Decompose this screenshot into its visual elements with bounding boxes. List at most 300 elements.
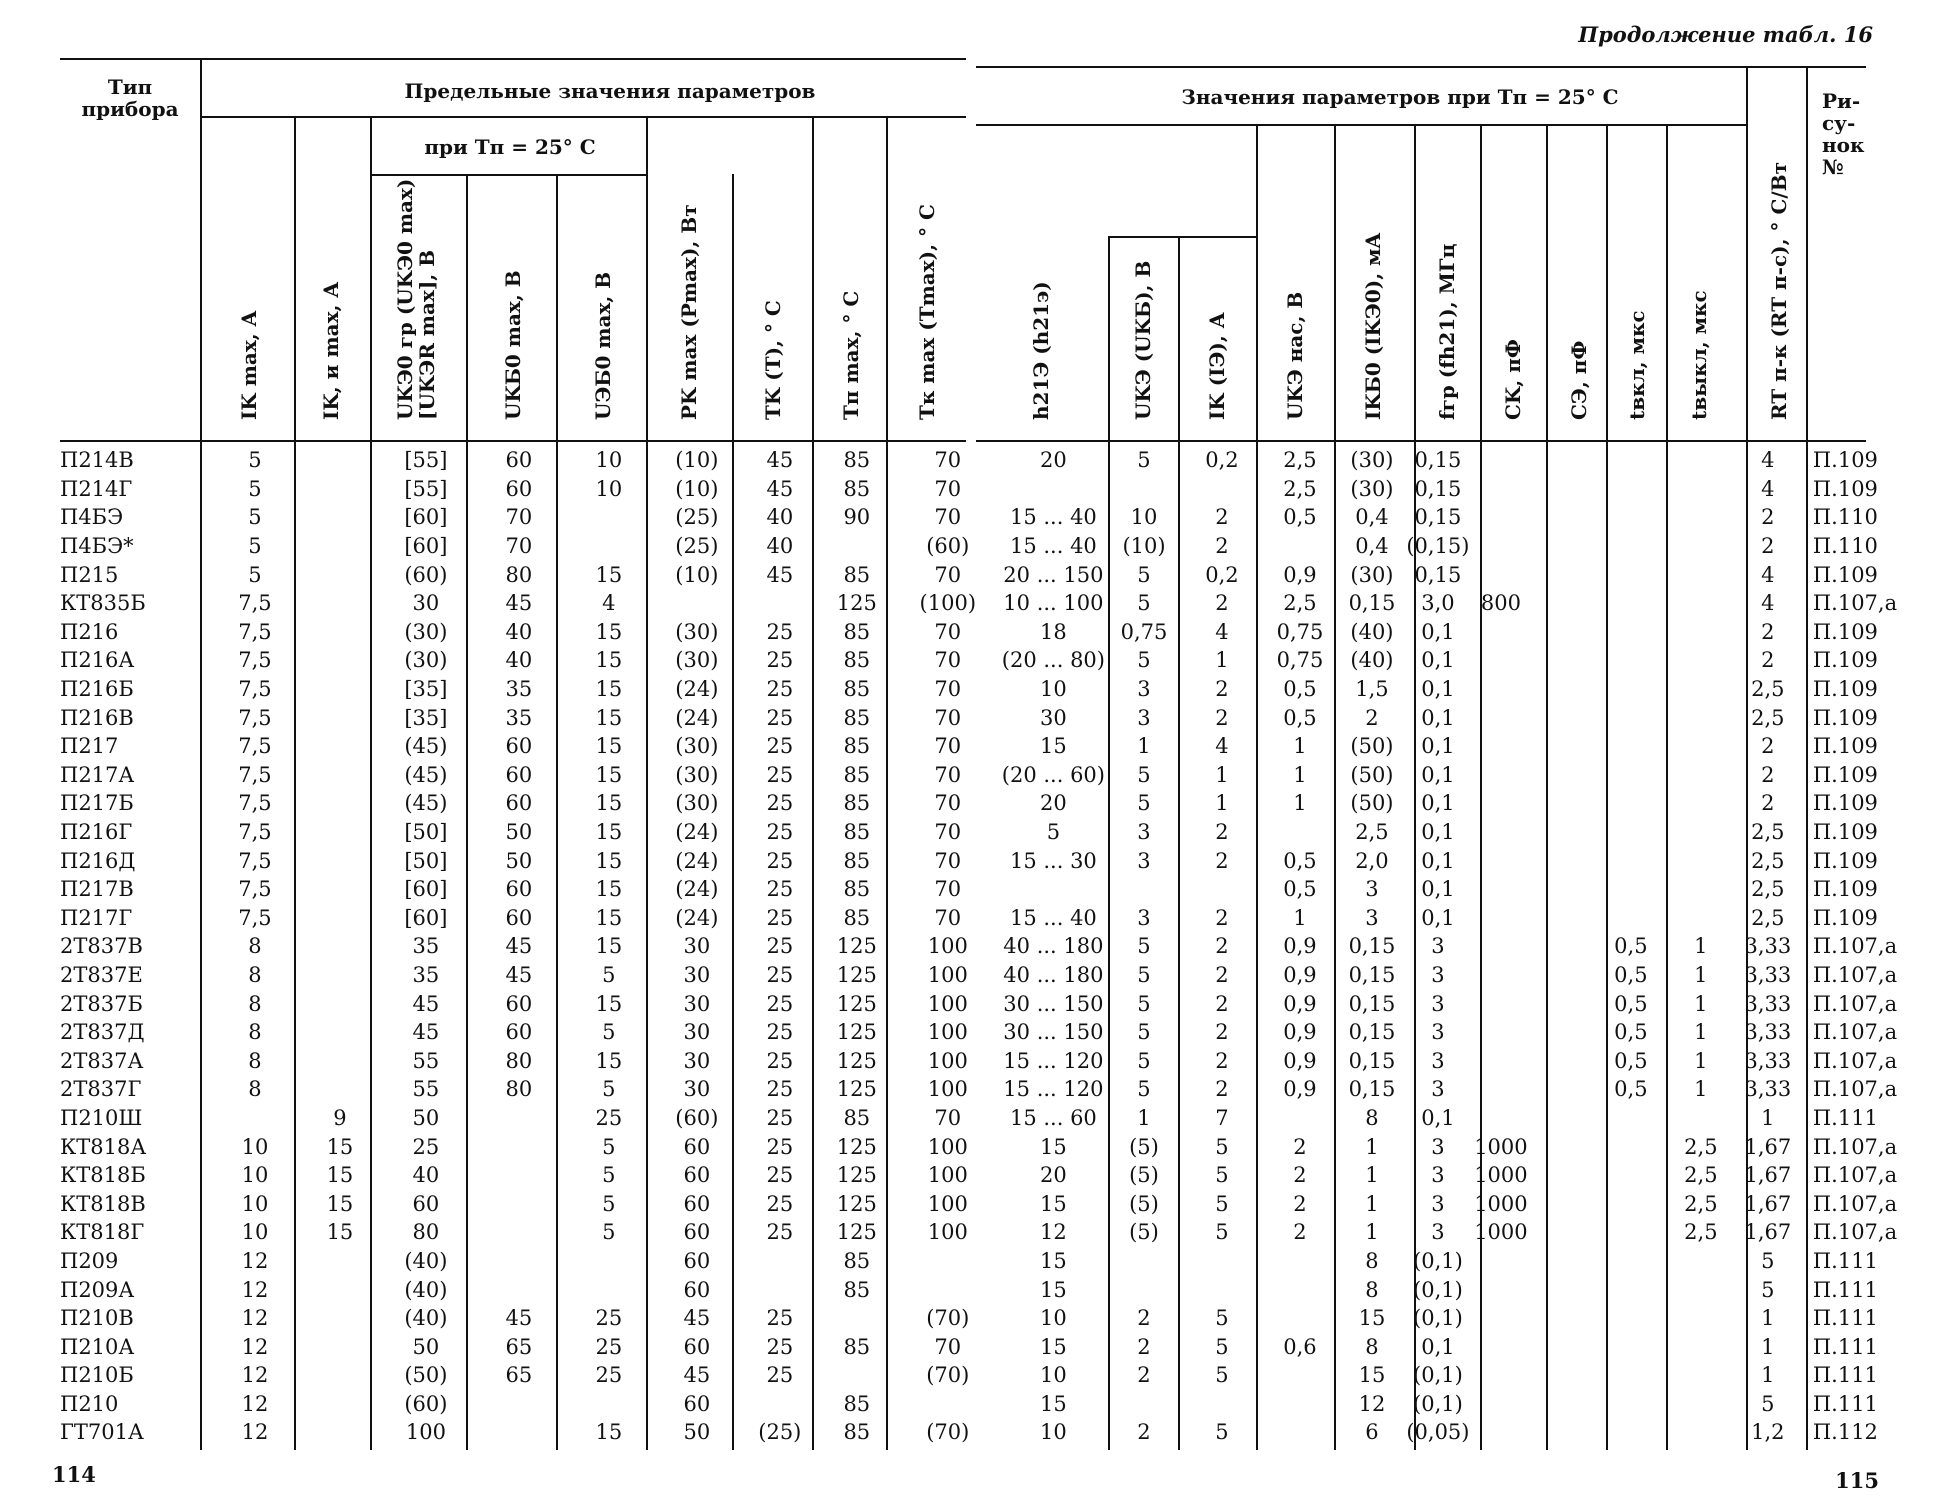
cell-figure: П.111 [1812, 1334, 1878, 1359]
table-cell [302, 675, 378, 704]
table-cell [302, 932, 378, 961]
table-cell: 3 [1137, 820, 1151, 845]
table-cell [1531, 703, 1591, 732]
table-cell [820, 532, 894, 561]
table-cell: 25 [766, 1134, 794, 1159]
table-cell: 0,1 [1421, 1105, 1455, 1130]
table-cell: 2 [1215, 820, 1229, 845]
table-cell: 35 [412, 962, 440, 987]
table-cell: 15 [1040, 734, 1067, 759]
table-cell: 100 [927, 1077, 968, 1102]
table-cell [1261, 1247, 1339, 1276]
table-cell: (30) [404, 619, 448, 644]
table-cell: 5 [1215, 1334, 1229, 1359]
table-cell [474, 1132, 564, 1161]
table-cell: (24) [675, 705, 719, 730]
table-cell: 0,5 [1283, 877, 1317, 902]
table-cell [1591, 618, 1671, 647]
table-cell: 15 [595, 905, 623, 930]
table-cell: 0,1 [1421, 848, 1455, 873]
table-cell [1671, 904, 1731, 933]
table-cell: 3 [1137, 905, 1151, 930]
table-cell: 25 [766, 1191, 794, 1216]
table-cell: 4 [1761, 476, 1775, 501]
table-cell: 70 [934, 1334, 962, 1359]
table-cell: 125 [836, 1134, 877, 1159]
table-cell [1531, 875, 1591, 904]
table-cell: 0,6 [1283, 1334, 1317, 1359]
table-cell: 2 [1137, 1420, 1151, 1445]
table-cell: 0,1 [1421, 791, 1455, 816]
table-cell: 60 [505, 734, 533, 759]
table-cell: (10) [1122, 534, 1166, 559]
table-cell: 85 [843, 848, 871, 873]
cell-figure: П.111 [1812, 1306, 1878, 1331]
table-cell: 2,5 [1684, 1134, 1718, 1159]
table-cell [1531, 560, 1591, 589]
cell-device-type: КТ818В [60, 1191, 146, 1216]
table-cell: 60 [683, 1134, 711, 1159]
table-cell: 3 [1137, 848, 1151, 873]
table-cell [1531, 789, 1591, 818]
table-cell: 2,5 [1684, 1191, 1718, 1216]
table-cell: 1,67 [1744, 1220, 1792, 1245]
cell-figure: П.107,а [1812, 1191, 1898, 1216]
col-pk-header: PK max (Pmax), Вт [677, 204, 701, 420]
table-cell: 1 [1694, 1077, 1708, 1102]
table-cell [1531, 1018, 1591, 1047]
table-cell: 40 [505, 648, 533, 673]
table-cell [1471, 646, 1531, 675]
table-cell [1591, 846, 1671, 875]
table-cell: 15 ... 40 [1009, 505, 1097, 530]
table-cell: 125 [836, 1020, 877, 1045]
cell-device-type: П210А [60, 1334, 135, 1359]
table-cell [302, 560, 378, 589]
table-cell [302, 475, 378, 504]
table-cell [1531, 1418, 1591, 1447]
table-cell: (50) [1350, 791, 1394, 816]
table-cell: 0,1 [1421, 648, 1455, 673]
table-cell: 1,67 [1744, 1163, 1792, 1188]
table-cell: 2 [1761, 734, 1775, 759]
table-cell [474, 1390, 564, 1419]
table-cell: 25 [766, 820, 794, 845]
col-tkm-header: Tк max (Tmax), ° C [915, 204, 939, 420]
table-row [48, 646, 1933, 675]
table-cell: 0,75 [1276, 619, 1324, 644]
cell-device-type: П214Г [60, 476, 133, 501]
cell-figure: П.109 [1812, 877, 1878, 902]
table-cell: 12 [241, 1277, 269, 1302]
table-cell: (30) [675, 648, 719, 673]
table-row [48, 789, 1933, 818]
table-cell: 70 [934, 705, 962, 730]
table-cell: 3 [1137, 677, 1151, 702]
table-cell: 25 [595, 1306, 623, 1331]
table-cell: 800 [1480, 591, 1521, 616]
table-cell: (25) [675, 534, 719, 559]
table-cell: 85 [843, 448, 871, 473]
table-cell: 3,33 [1744, 1077, 1792, 1102]
table-cell [302, 789, 378, 818]
table-cell [1591, 560, 1671, 589]
table-cell: 25 [412, 1134, 440, 1159]
table-row [48, 675, 1933, 704]
cell-device-type: П4БЭ [60, 505, 124, 530]
col-ton-header: tвкл, мкс [1625, 310, 1649, 420]
table-cell: 2 [1215, 934, 1229, 959]
table-cell: 8 [1365, 1277, 1379, 1302]
table-row [48, 1418, 1933, 1447]
table-cell [1002, 875, 1105, 904]
table-cell: 7,5 [238, 820, 272, 845]
table-cell [1591, 503, 1671, 532]
table-cell [302, 1046, 378, 1075]
table-cell [302, 961, 378, 990]
table-cell: 5 [1215, 1420, 1229, 1445]
table-cell: 80 [412, 1220, 440, 1245]
table-cell [1471, 1075, 1531, 1104]
table-cell: 35 [505, 677, 533, 702]
table-cell [1531, 646, 1591, 675]
table-cell: 85 [843, 762, 871, 787]
table-cell: (0,1) [1413, 1306, 1463, 1331]
table-cell: 5 [1137, 962, 1151, 987]
table-cell: 2 [1215, 848, 1229, 873]
table-cell: 20 ... 150 [1003, 562, 1104, 587]
table-cell: 1 [1694, 1020, 1708, 1045]
table-cell: 7,5 [238, 677, 272, 702]
table-cell: 7,5 [238, 791, 272, 816]
col-ck-header: CK, пФ [1501, 339, 1525, 420]
col-type-header: Тип прибора [81, 75, 179, 121]
table-cell: 85 [843, 476, 871, 501]
table-cell: 5 [1215, 1306, 1229, 1331]
table-cell: 60 [683, 1220, 711, 1245]
table-cell [302, 618, 378, 647]
table-cell: 2 [1215, 677, 1229, 702]
table-cell: 25 [766, 619, 794, 644]
table-cell: 5 [602, 962, 616, 987]
table-cell [302, 1418, 378, 1447]
table-cell: 30 [1040, 705, 1067, 730]
table-cell: 70 [934, 877, 962, 902]
table-cell: (10) [675, 562, 719, 587]
table-cell: 3 [1431, 1220, 1445, 1245]
table-cell: 0,5 [1614, 962, 1648, 987]
table-cell: 100 [927, 991, 968, 1016]
table-cell [1531, 1075, 1591, 1104]
table-cell [1471, 675, 1531, 704]
cell-device-type: П215 [60, 562, 119, 587]
cell-device-type: П216 [60, 619, 119, 644]
table-cell: [35] [404, 705, 448, 730]
table-cell [302, 875, 378, 904]
table-cell: 3 [1431, 1077, 1445, 1102]
cell-figure: П.111 [1812, 1105, 1878, 1130]
table-cell: 50 [505, 848, 533, 873]
table-cell: 0,1 [1421, 705, 1455, 730]
table-cell [740, 1275, 820, 1304]
uce-ic-underline [1108, 236, 1256, 238]
table-cell: 25 [766, 1363, 794, 1388]
table-cell: 0,15 [1348, 1020, 1396, 1045]
table-cell: 1 [1761, 1334, 1775, 1359]
col-ikb-header: IKБ0 (IKЭ0), мA [1361, 232, 1385, 420]
cell-device-type: 2Т837Д [60, 1020, 145, 1045]
table-cell: 4 [1215, 734, 1229, 759]
table-cell [1471, 1247, 1531, 1276]
table-cell: 10 [1040, 677, 1067, 702]
table-cell: 1000 [1474, 1134, 1528, 1159]
table-cell [820, 1304, 894, 1333]
table-cell: 100 [927, 1134, 968, 1159]
col-ic-header: IK (IЭ), A [1205, 312, 1229, 420]
table-cell: 1 [1215, 791, 1229, 816]
table-cell: 0,15 [1414, 505, 1462, 530]
table-cell: 0,5 [1283, 505, 1317, 530]
cell-device-type: П216Г [60, 820, 133, 845]
table-cell: 0,9 [1283, 1048, 1317, 1073]
table-cell [1471, 789, 1531, 818]
table-cell: 25 [766, 677, 794, 702]
cell-device-type: П217В [60, 877, 134, 902]
table-cell: 2 [1215, 505, 1229, 530]
table-cell: [50] [404, 820, 448, 845]
table-cell: 30 [412, 591, 440, 616]
table-cell [1531, 989, 1591, 1018]
values-group-header: Значения параметров при Tп = 25° C [1181, 85, 1619, 109]
table-cell: 60 [505, 905, 533, 930]
table-cell: (30) [675, 734, 719, 759]
table-row [48, 532, 1933, 561]
table-cell: 2,5 [1751, 877, 1785, 902]
cell-device-type: 2Т837В [60, 934, 143, 959]
table-cell: (5) [1129, 1134, 1159, 1159]
table-cell: 0,9 [1283, 562, 1317, 587]
table-cell [302, 1075, 378, 1104]
table-cell [1183, 475, 1261, 504]
table-cell: 60 [505, 448, 533, 473]
transistor-data-table [48, 446, 1933, 1447]
table-cell: 5 [248, 505, 262, 530]
table-row [48, 989, 1933, 1018]
table-cell: 2,5 [1684, 1220, 1718, 1245]
table-cell [1261, 1275, 1339, 1304]
table-cell [302, 904, 378, 933]
table-cell: 2 [1215, 705, 1229, 730]
table-cell [302, 761, 378, 790]
table-cell [1671, 532, 1731, 561]
table-cell: 25 [766, 734, 794, 759]
table-row [48, 1018, 1933, 1047]
table-cell: 25 [766, 1306, 794, 1331]
table-cell [1671, 503, 1731, 532]
table-cell: 15 [595, 877, 623, 902]
table-cell: 85 [843, 619, 871, 644]
table-cell: 5 [1137, 991, 1151, 1016]
table-cell: 1000 [1474, 1163, 1528, 1188]
table-cell: (5) [1129, 1163, 1159, 1188]
table-row [48, 1332, 1933, 1361]
table-cell: 100 [927, 934, 968, 959]
table-cell: 0,5 [1283, 848, 1317, 873]
table-cell: 1 [1293, 905, 1307, 930]
table-cell [894, 1390, 1002, 1419]
table-cell [1471, 560, 1531, 589]
table-cell: 25 [766, 877, 794, 902]
table-cell: 2 [1761, 505, 1775, 530]
table-cell: (40) [404, 1277, 448, 1302]
table-cell: 1 [1365, 1191, 1379, 1216]
table-cell [654, 589, 740, 618]
table-cell: 0,15 [1348, 962, 1396, 987]
table-cell: 1 [1694, 934, 1708, 959]
table-cell: 70 [934, 791, 962, 816]
table-cell [1671, 875, 1731, 904]
table-cell: 4 [1761, 591, 1775, 616]
table-cell [1531, 846, 1591, 875]
table-cell: 15 [1040, 1248, 1067, 1273]
table-cell: 125 [836, 591, 877, 616]
cell-device-type: П217Б [60, 791, 134, 816]
table-cell: (0,1) [1413, 1391, 1463, 1416]
table-row [48, 1247, 1933, 1276]
table-cell [1471, 1046, 1531, 1075]
table-cell [1105, 1247, 1183, 1276]
table-cell: 4 [1761, 562, 1775, 587]
table-cell [1531, 1132, 1591, 1161]
table-cell: 15 [595, 848, 623, 873]
table-cell: (30) [404, 648, 448, 673]
table-cell: 5 [1137, 1020, 1151, 1045]
col-ueb-header: UЭБ0 max, B [591, 271, 615, 420]
table-cell [1531, 1390, 1591, 1419]
table-cell: 2 [1761, 648, 1775, 673]
table-cell: 85 [843, 877, 871, 902]
table-cell: 5 [248, 476, 262, 501]
table-cell: (100) [919, 591, 977, 616]
table-cell: 2 [1215, 962, 1229, 987]
table-cell [1261, 1390, 1339, 1419]
table-cell [1531, 675, 1591, 704]
values-underline [976, 124, 1746, 126]
table-cell: 10 [241, 1191, 269, 1216]
table-cell: 25 [766, 791, 794, 816]
table-cell [474, 1161, 564, 1190]
table-cell [1671, 1304, 1731, 1333]
table-cell [1591, 1332, 1671, 1361]
table-cell [1591, 875, 1671, 904]
table-cell: 10 [241, 1163, 269, 1188]
table-cell: 45 [766, 562, 794, 587]
table-cell: (45) [404, 762, 448, 787]
cell-figure: П.107,а [1812, 934, 1898, 959]
cell-figure: П.109 [1812, 562, 1878, 587]
table-cell: 45 [505, 591, 533, 616]
table-row [48, 618, 1933, 647]
table-cell: 70 [505, 534, 533, 559]
table-cell: 1 [1293, 791, 1307, 816]
table-cell [302, 1361, 378, 1390]
table-cell: 0,15 [1414, 476, 1462, 501]
table-cell: 85 [843, 820, 871, 845]
cell-figure: П.109 [1812, 905, 1878, 930]
table-cell: 7,5 [238, 705, 272, 730]
table-row [48, 589, 1933, 618]
cell-figure: П.109 [1812, 734, 1878, 759]
cell-figure: П.109 [1812, 677, 1878, 702]
table-cell: 8 [1365, 1105, 1379, 1130]
table-cell [1261, 1304, 1339, 1333]
table-cell: 0,5 [1614, 1020, 1648, 1045]
table-cell: 5 [1215, 1220, 1229, 1245]
cell-device-type: ГТ701А [60, 1420, 144, 1445]
table-cell [1471, 475, 1531, 504]
table-cell: 8 [248, 1048, 262, 1073]
table-cell [1671, 675, 1731, 704]
table-cell: 80 [505, 1077, 533, 1102]
table-cell: 125 [836, 1077, 877, 1102]
table-cell: 70 [934, 619, 962, 644]
cell-device-type: П210В [60, 1306, 134, 1331]
table-cell: 0,9 [1283, 934, 1317, 959]
col-tp-header: Tп max, ° C [839, 290, 863, 420]
table-row [48, 1132, 1933, 1161]
table-cell: (45) [404, 791, 448, 816]
table-cell: 12 [241, 1391, 269, 1416]
page-number-left: 114 [52, 1462, 96, 1487]
table-cell: 125 [836, 1220, 877, 1245]
table-cell: (30) [1350, 476, 1394, 501]
cell-figure: П.109 [1812, 476, 1878, 501]
table-cell: 25 [766, 1220, 794, 1245]
table-cell [1591, 703, 1671, 732]
cell-figure: П.109 [1812, 705, 1878, 730]
table-cell [1471, 818, 1531, 847]
table-cell: 2 [1761, 762, 1775, 787]
table-cell: 20 [1040, 448, 1067, 473]
table-row [48, 904, 1933, 933]
table-cell: 2,5 [1283, 448, 1317, 473]
table-cell: 60 [505, 762, 533, 787]
table-cell [302, 732, 378, 761]
table-cell: 3 [1431, 1020, 1445, 1045]
table-cell [302, 1332, 378, 1361]
table-cell [1591, 675, 1671, 704]
table-cell [474, 1218, 564, 1247]
table-cell: 15 [1040, 1277, 1067, 1302]
table-cell: (0,1) [1413, 1363, 1463, 1388]
table-cell [302, 532, 378, 561]
table-cell: 7,5 [238, 848, 272, 873]
table-cell [1591, 646, 1671, 675]
table-cell: 40 [412, 1163, 440, 1188]
table-cell: 15 [1040, 1334, 1067, 1359]
table-cell: 2 [1215, 905, 1229, 930]
table-cell: 3,0 [1421, 591, 1455, 616]
table-cell [1531, 1104, 1591, 1133]
table-cell: 3 [1431, 962, 1445, 987]
table-cell: (70) [926, 1363, 970, 1388]
table-cell [1471, 1390, 1531, 1419]
table-row [48, 703, 1933, 732]
table-cell: 3 [1365, 905, 1379, 930]
table-cell: (5) [1129, 1220, 1159, 1245]
table-cell [894, 1275, 1002, 1304]
table-cell: 25 [766, 1334, 794, 1359]
